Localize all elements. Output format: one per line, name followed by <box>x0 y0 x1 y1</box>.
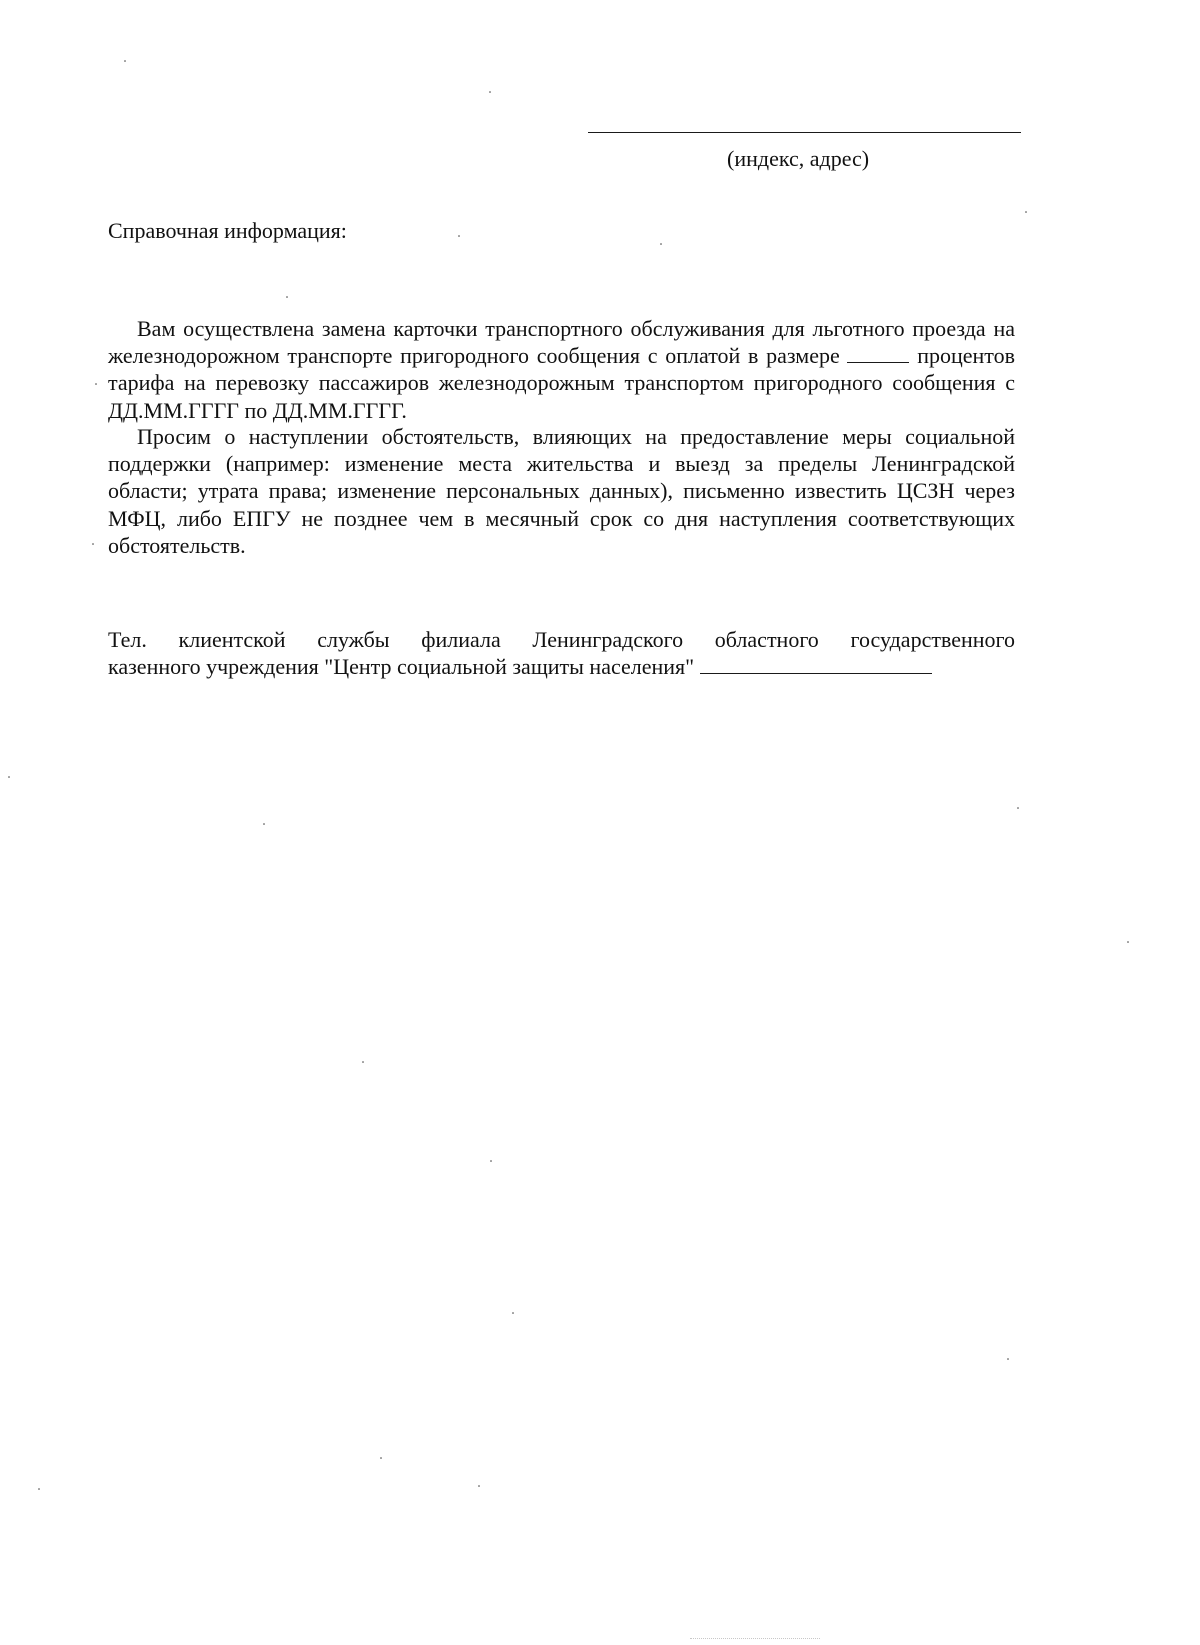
scan-speck <box>263 823 265 825</box>
scan-speck <box>38 1488 40 1490</box>
paragraph-1-text-after: процентов тарифа на перевозку пассажиров железнодорожным транспортом пригородного сообщения с ДД.ММ.ГГГГ по ДД.ММ.ГГГГ. <box>108 343 1016 423</box>
scan-speck <box>660 243 662 245</box>
phone-line-2-wrap <box>108 653 1015 680</box>
paragraph-1-text-before: Вам осуществлена замена карточки транспортного обслуживания для льготного проезда на железнодорожном транспорте пригородного сообщения с оплатой в размере <box>108 316 1015 369</box>
address-caption: (индекс, адрес) <box>727 146 870 171</box>
scan-speck <box>1025 211 1027 213</box>
percent-blank-line <box>847 346 909 363</box>
phone-line-1: Тел. клиентской службы филиала Ленинградского областного государственного <box>108 627 1015 652</box>
scan-speck <box>124 60 126 62</box>
scan-speck <box>95 383 97 385</box>
scan-speck <box>362 1061 364 1063</box>
scan-speck <box>489 91 491 93</box>
scan-speck <box>8 776 10 778</box>
address-blank-line <box>588 132 1021 133</box>
phone-block <box>108 626 1015 680</box>
scan-speck <box>478 1485 480 1487</box>
scan-speck <box>380 1457 382 1459</box>
scan-speck <box>490 1160 492 1162</box>
scan-speck <box>512 1312 514 1314</box>
scan-speck <box>1017 807 1019 809</box>
paragraph-card-replacement <box>108 315 1015 424</box>
scan-speck <box>1007 1358 1009 1360</box>
paragraph-notification-request <box>108 423 1015 559</box>
reference-heading: Справочная информация: <box>108 218 347 243</box>
scan-speck <box>1127 941 1129 943</box>
phone-blank-line <box>700 657 932 674</box>
phone-line-2: казенного учреждения "Центр социальной защиты населения" <box>108 654 695 680</box>
scan-speck <box>458 235 460 237</box>
paragraph-2-text: Просим о наступлении обстоятельств, влияющих на предоставление меры социальной поддержки (например: изменение места жительства и выезд за пределы Ленинградской области; утрата права; изменение персональных данных), письменно известить ЦСЗН через МФЦ, либо ЕПГУ не позднее чем в месячный срок со дня наступления соответствующих обстоятельств. <box>108 424 1015 558</box>
scan-speck <box>286 296 288 298</box>
scan-edge-mark <box>690 1638 820 1639</box>
scan-speck <box>92 543 94 545</box>
